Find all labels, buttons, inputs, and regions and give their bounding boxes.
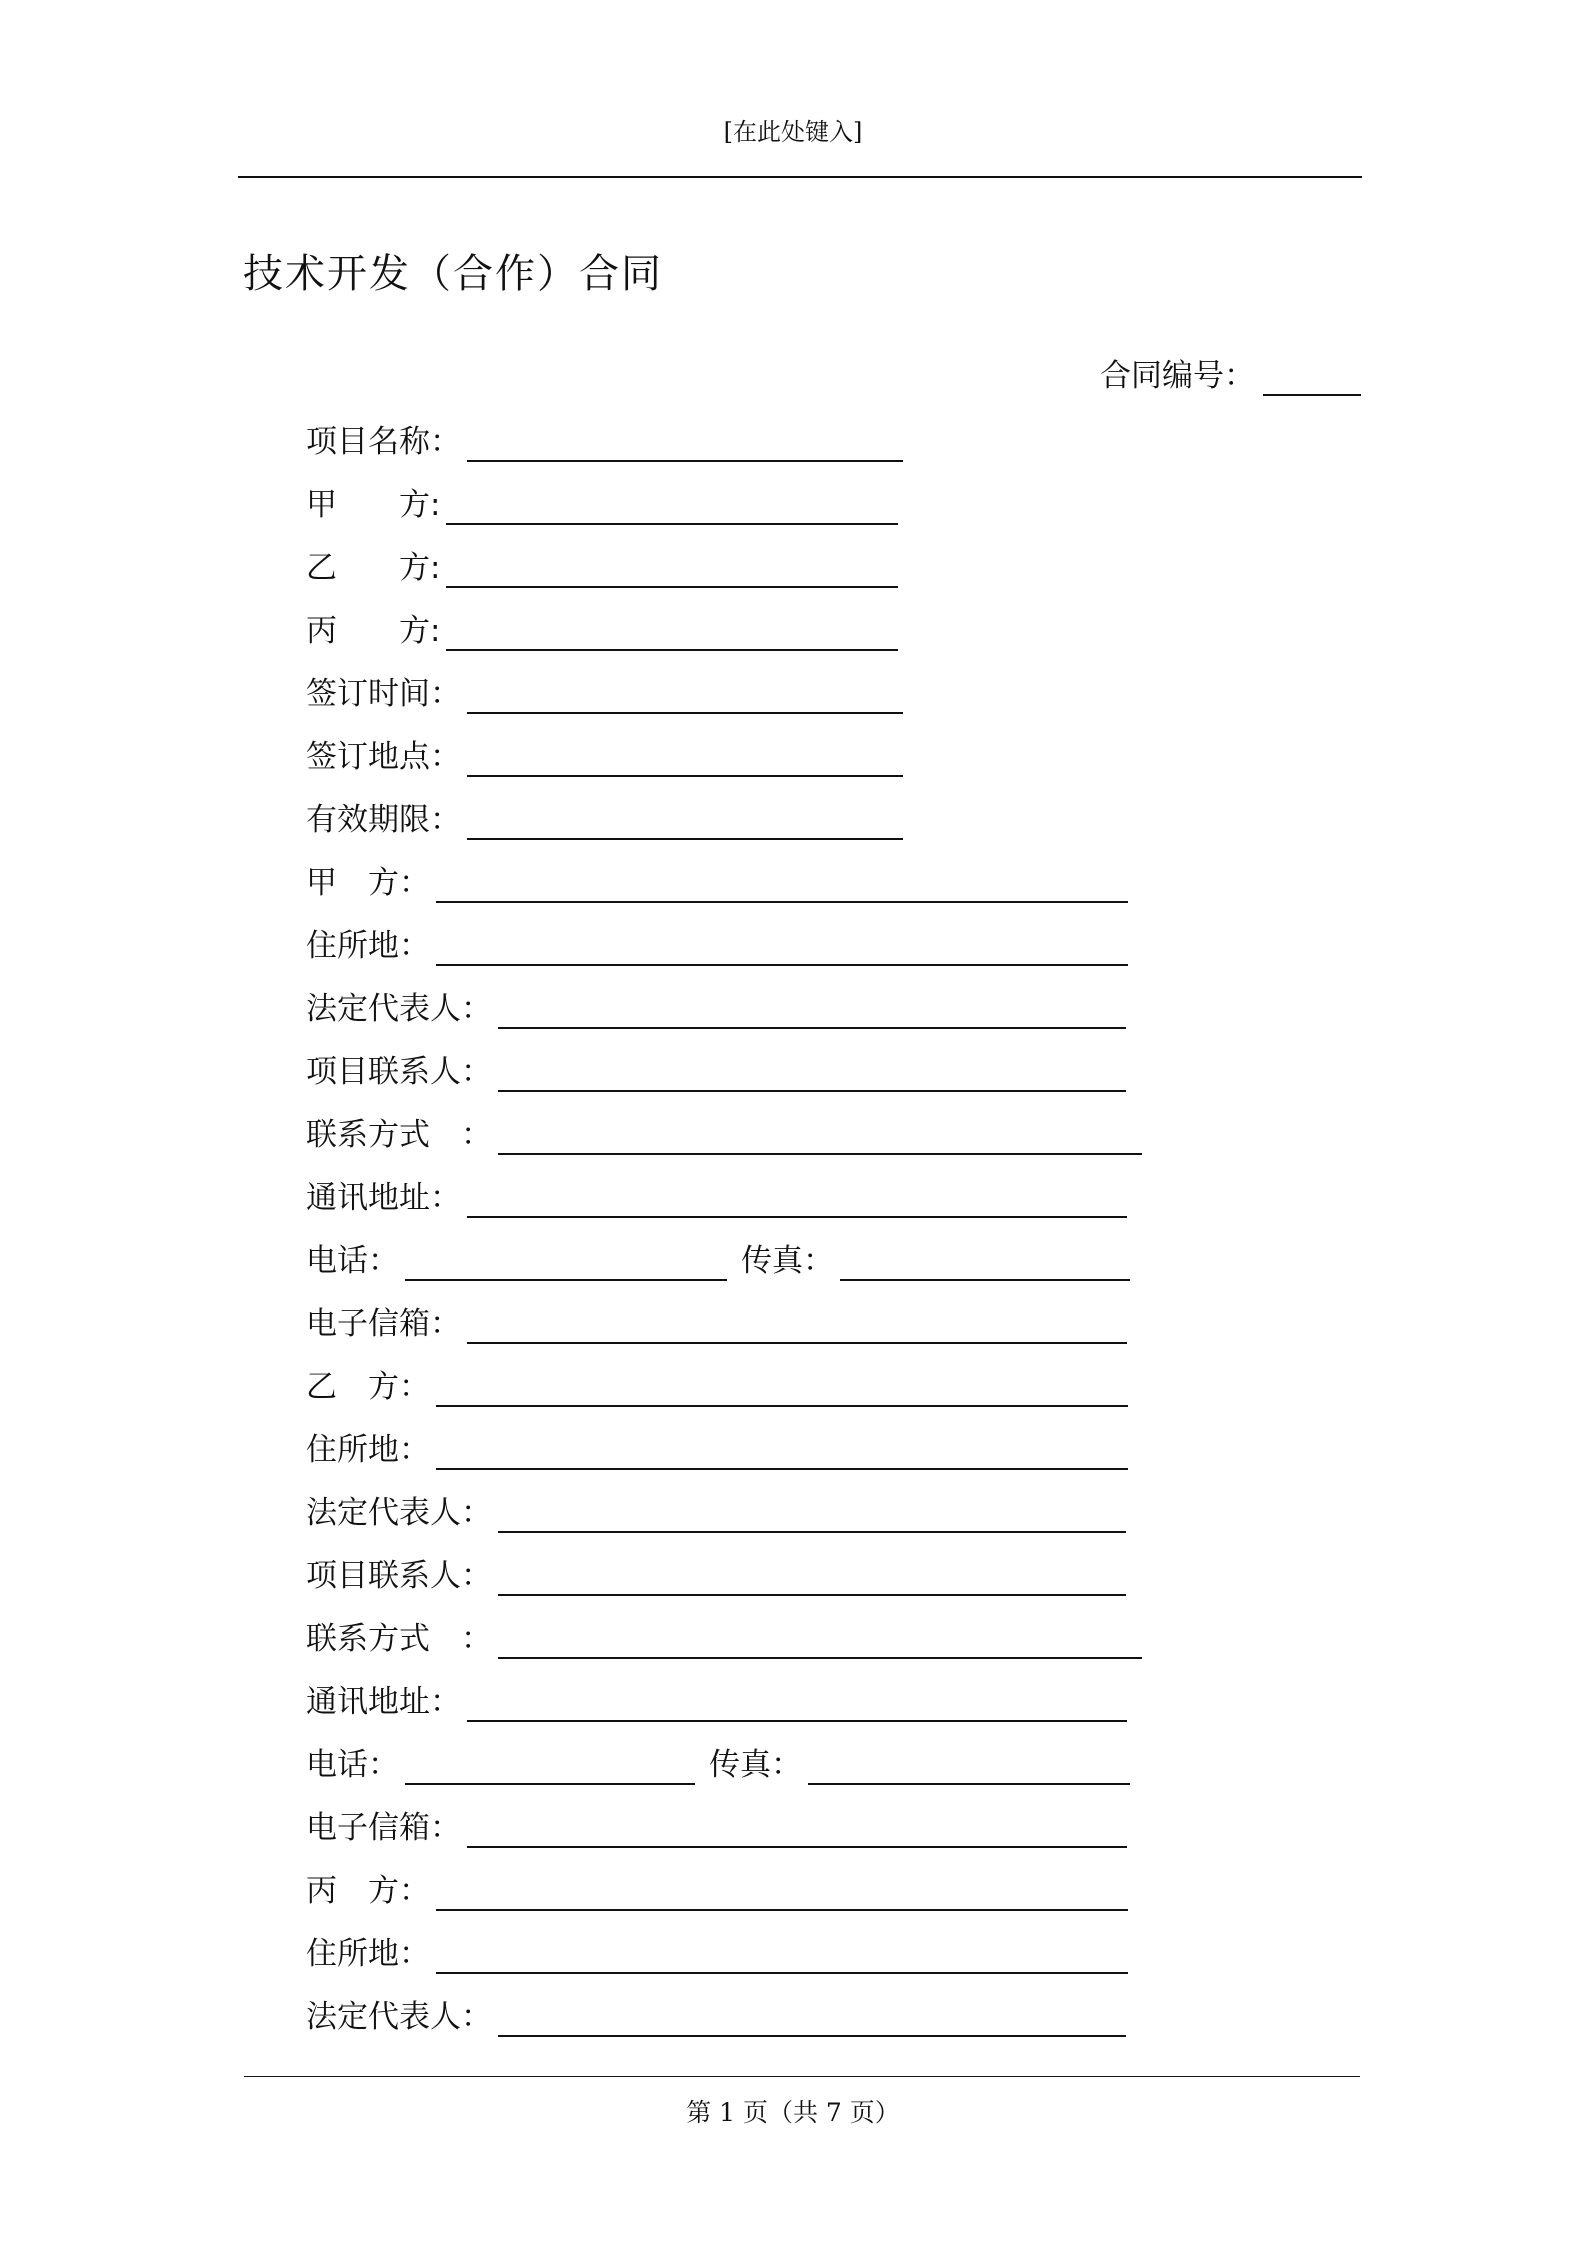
party-b-contact-method-row <box>306 1615 1142 1659</box>
party-c-legal-rep-row <box>306 1993 1126 2037</box>
party-b-mail-address-row <box>306 1678 1127 1722</box>
party-a-name-field[interactable] <box>436 869 1128 903</box>
party-a-contact-method-label: 联系方式 ： <box>306 1117 492 1153</box>
party-b-address-field[interactable] <box>436 1436 1128 1470</box>
header-divider <box>238 176 1362 178</box>
summary-party-a-field[interactable] <box>446 491 898 525</box>
summary-party-c-label: 丙 方: <box>306 613 441 649</box>
party-b-project-contact-field[interactable] <box>498 1562 1126 1596</box>
party-a-contact-method-field[interactable] <box>498 1121 1142 1155</box>
party-a-fax-label: 传真： <box>741 1243 834 1279</box>
document-title: 技术开发（合作）合同 <box>243 251 663 297</box>
signing-place-label: 签订地点： <box>306 739 461 775</box>
page-number-footer: 第 1 页（共 7 页） <box>686 2098 900 2127</box>
project-name-row <box>306 418 903 462</box>
summary-party-a-label: 甲 方: <box>306 487 441 523</box>
party-b-name-label: 乙 方： <box>306 1369 430 1405</box>
party-a-mail-address-row <box>306 1174 1127 1218</box>
contract-number-label: 合同编号： <box>1100 358 1255 394</box>
validity-period-row <box>306 796 903 840</box>
party-a-address-label: 住所地： <box>306 928 430 964</box>
party-c-name-label: 丙 方： <box>306 1873 430 1909</box>
summary-party-b-field[interactable] <box>446 554 898 588</box>
party-a-contact-method-row <box>306 1111 1142 1155</box>
party-a-address-row <box>306 922 1128 966</box>
party-b-contact-method-field[interactable] <box>498 1625 1142 1659</box>
party-b-legal-rep-field[interactable] <box>498 1499 1126 1533</box>
party-a-mail-address-label: 通讯地址： <box>306 1180 461 1216</box>
signing-place-row <box>306 733 903 777</box>
party-a-address-field[interactable] <box>436 932 1128 966</box>
page-header: [在此处键入] <box>723 118 863 146</box>
contract-number-field[interactable] <box>1263 360 1361 396</box>
summary-party-a-row <box>306 481 898 525</box>
party-c-legal-rep-field[interactable] <box>498 2003 1126 2037</box>
party-b-address-row <box>306 1426 1128 1470</box>
party-a-legal-rep-field[interactable] <box>498 995 1126 1029</box>
party-a-phone-fax-row <box>306 1237 1130 1281</box>
party-b-legal-rep-label: 法定代表人： <box>306 1495 492 1531</box>
party-c-name-field[interactable] <box>436 1877 1128 1911</box>
party-a-legal-rep-label: 法定代表人： <box>306 991 492 1027</box>
party-a-email-label: 电子信箱： <box>306 1306 461 1342</box>
signing-date-field[interactable] <box>467 680 903 714</box>
party-c-legal-rep-label: 法定代表人： <box>306 1999 492 2035</box>
signing-date-label: 签订时间： <box>306 676 461 712</box>
footer-divider <box>244 2076 1360 2077</box>
party-b-legal-rep-row <box>306 1489 1126 1533</box>
party-a-phone-field[interactable] <box>405 1247 727 1281</box>
summary-party-c-field[interactable] <box>446 617 898 651</box>
summary-party-c-row <box>306 607 898 651</box>
party-a-email-row <box>306 1300 1127 1344</box>
party-a-phone-label: 电话： <box>306 1243 399 1279</box>
project-name-field[interactable] <box>467 428 903 462</box>
party-b-email-field[interactable] <box>467 1814 1127 1848</box>
signing-place-field[interactable] <box>467 743 903 777</box>
party-b-phone-label: 电话： <box>306 1747 399 1783</box>
signing-date-row <box>306 670 903 714</box>
party-b-name-row <box>306 1363 1128 1407</box>
party-a-project-contact-row <box>306 1048 1126 1092</box>
party-b-phone-fax-row <box>306 1741 1130 1785</box>
party-c-address-field[interactable] <box>436 1940 1128 1974</box>
party-b-project-contact-label: 项目联系人： <box>306 1558 492 1594</box>
validity-period-field[interactable] <box>467 806 903 840</box>
party-a-name-label: 甲 方： <box>306 865 430 901</box>
party-c-address-row <box>306 1930 1128 1974</box>
party-b-mail-address-label: 通讯地址： <box>306 1684 461 1720</box>
party-c-name-row <box>306 1867 1128 1911</box>
summary-party-b-label: 乙 方: <box>306 550 441 586</box>
party-b-phone-field[interactable] <box>405 1751 695 1785</box>
party-a-mail-address-field[interactable] <box>467 1184 1127 1218</box>
party-b-contact-method-label: 联系方式 ： <box>306 1621 492 1657</box>
party-b-fax-field[interactable] <box>808 1751 1130 1785</box>
contract-number-row <box>1100 356 1361 396</box>
party-a-name-row <box>306 859 1128 903</box>
party-b-fax-label: 传真： <box>709 1747 802 1783</box>
party-b-email-label: 电子信箱： <box>306 1810 461 1846</box>
party-a-project-contact-field[interactable] <box>498 1058 1126 1092</box>
party-b-mail-address-field[interactable] <box>467 1688 1127 1722</box>
party-a-email-field[interactable] <box>467 1310 1127 1344</box>
validity-period-label: 有效期限： <box>306 802 461 838</box>
party-b-address-label: 住所地： <box>306 1432 430 1468</box>
project-name-label: 项目名称： <box>306 424 461 460</box>
party-a-fax-field[interactable] <box>840 1247 1130 1281</box>
party-c-address-label: 住所地： <box>306 1936 430 1972</box>
party-b-project-contact-row <box>306 1552 1126 1596</box>
party-a-legal-rep-row <box>306 985 1126 1029</box>
party-b-name-field[interactable] <box>436 1373 1128 1407</box>
party-a-project-contact-label: 项目联系人： <box>306 1054 492 1090</box>
summary-party-b-row <box>306 544 898 588</box>
party-b-email-row <box>306 1804 1127 1848</box>
